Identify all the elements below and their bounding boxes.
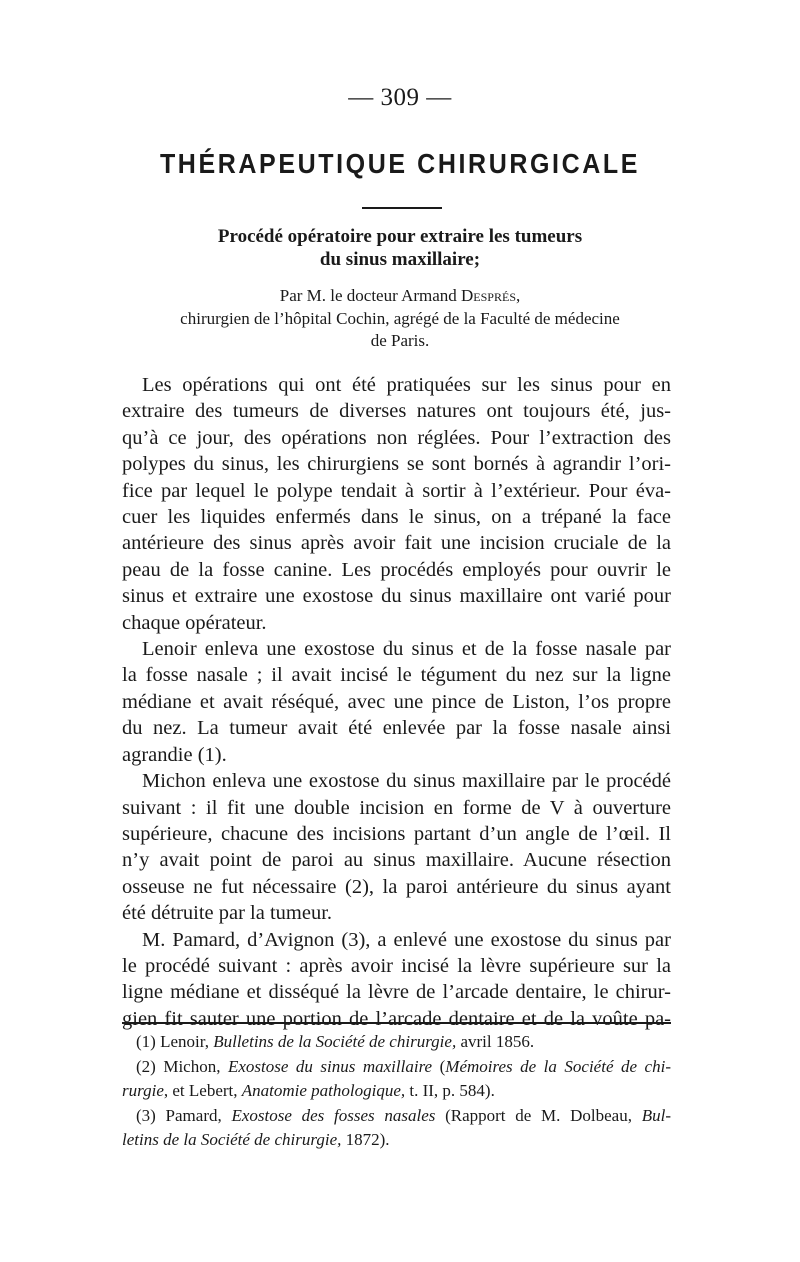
footnote-2-rest: t. II, p. 584). [405, 1081, 495, 1100]
text-line: Lenoir enleva une exostose du sinus et de la fosse nasale par [142, 638, 671, 661]
text-line: cuer les liquides enfermés dans le sinus, on a trépané la face [122, 506, 671, 529]
footnote-2-journal-cont: rurgie [122, 1081, 164, 1100]
text-line: la fosse nasale ; il avait incisé le tégument du nez sur la ligne [122, 664, 671, 687]
text-line: ligne médiane et disséqué la lèvre de l’arcade dentaire, le chirur- [122, 981, 671, 1004]
page-number: — 309 — [348, 84, 452, 111]
footnote-3-title: Exostose des fosses nasales [231, 1105, 436, 1125]
text-line: chaque opérateur. [122, 611, 267, 634]
text-line: antérieure des sinus après avoir fait une incision cruciale de la [122, 532, 671, 555]
footnote-1-rest: avril 1856. [456, 1032, 535, 1051]
paragraph [122, 636, 671, 768]
text-line: extraire des tumeurs de diverses natures ont toujours été, jus- [122, 400, 671, 423]
footnote-3-mark: (3) Pamard, [136, 1105, 232, 1125]
text-line: polypes du sinus, les chirurgiens se sont bornés à agrandir l’ori- [122, 453, 671, 476]
paragraph [122, 927, 671, 1033]
paragraph [122, 372, 671, 636]
footnote-2 [122, 1055, 671, 1080]
byline [110, 285, 690, 353]
text-line: sinus et extraire une exostose du sinus maxillaire ont varié pour [122, 585, 671, 608]
text-line: agrandie (1). [122, 743, 227, 766]
text-line: supérieure, chacune des incisions partant d’un angle de l’œil. Il [122, 822, 671, 845]
text-line: osseuse ne fut nécessaire (2), la paroi antérieure du sinus ayant [122, 875, 671, 898]
text-line: gien fit sauter une portion de l’arcade dentaire et de la voûte pa- [122, 1007, 671, 1030]
footnote-3-journal-cont: letins de la Société de chirurgie, [122, 1130, 342, 1149]
footnote-3-rest: 1872). [341, 1130, 390, 1149]
text-line: Les opérations qui ont été pratiquées sur les sinus pour en [142, 374, 671, 396]
text-line: qu’à ce jour, des opérations non réglées. Pour l’extraction des [122, 426, 671, 449]
footnote-2-mid: , et Lebert, [163, 1081, 242, 1100]
author-name: Després, [461, 286, 521, 305]
article-title-line-2: du sinus maxillaire; [319, 249, 481, 270]
footnote-3-journal: Bul- [641, 1105, 671, 1125]
affiliation-line-1: chirurgien de l’hôpital Cochin, agrégé de la Faculté de médecine [180, 308, 620, 328]
footnote-3 [122, 1104, 671, 1129]
text-line: suivant : il fit une double incision en forme de V à ouverture [122, 796, 671, 819]
footnote-2-journal: Mémoires de la Société de chi- [445, 1056, 671, 1076]
affiliation-line-2: de Paris. [370, 331, 430, 350]
text-line: médiane et avait réséqué, avec une pince de Liston, l’os propre [122, 690, 671, 713]
footnotes [122, 1030, 671, 1153]
text-line: peau de la fosse canine. Les procédés employés pour ouvrir le [122, 558, 671, 581]
footnote-3-cont [122, 1128, 671, 1153]
footnote-2-title: Exostose du sinus maxillaire [227, 1056, 433, 1076]
article-title-line-1: Procédé opératoire pour extraire les tumeurs [217, 226, 583, 247]
section-title: THÉRAPEUTIQUE CHIRURGICALE [159, 148, 641, 180]
footnote-3-mid: (Rapport de M. Dolbeau, [435, 1105, 642, 1125]
footnote-1-title: Bulletins de la Société de chirurgie, [213, 1032, 457, 1051]
author-line [110, 285, 690, 308]
text-line: du nez. La tumeur avait été enlevée par la fosse nasale ainsi [122, 717, 671, 740]
article-body [122, 372, 671, 1032]
paragraph [122, 768, 671, 926]
text-line: été détruite par la tumeur. [122, 902, 333, 925]
footnote-2-cont [122, 1079, 671, 1104]
footnote-2-mark: (2) Michon, [136, 1056, 228, 1076]
text-line: fice par lequel le polype tendait à sortir à l’extérieur. Pour éva- [122, 479, 671, 502]
text-line: n’y avait point de paroi au sinus maxillaire. Aucune résection [122, 849, 671, 872]
text-line: le procédé suivant : après avoir incisé la lèvre supérieure sur la [122, 954, 671, 977]
footnote-1-mark: (1) Lenoir, [136, 1032, 214, 1051]
footnote-1 [122, 1030, 671, 1055]
article-title [140, 225, 660, 271]
text-line: Michon enleva une exostose du sinus maxillaire par le procédé [142, 770, 671, 793]
footnote-2-book: Anatomie pathologique, [241, 1081, 406, 1100]
author-prefix: Par M. le docteur Armand [279, 286, 462, 305]
title-divider [362, 207, 442, 209]
text-line: M. Pamard, d’Avignon (3), a enlevé une exostose du sinus par [142, 928, 671, 951]
footnote-2-paren: ( [432, 1056, 446, 1076]
footnote-divider [122, 1022, 671, 1024]
